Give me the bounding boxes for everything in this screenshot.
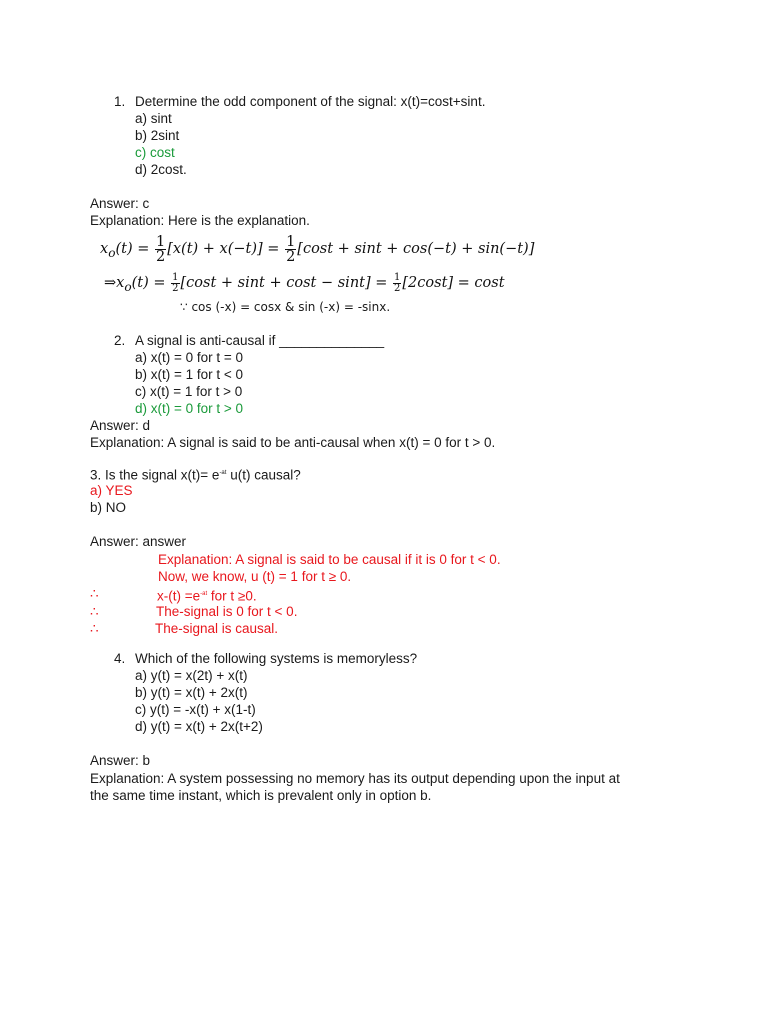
q3-explanation-line-2: Now, we know, u (t) = 1 for t ≥ 0. [158,569,352,584]
q4-option-a: a) y(t) = x(2t) + x(t) [135,668,248,683]
q3-option-a: a) YES [90,483,133,498]
q1-equation-1 [100,232,534,270]
eq1-frac-2: $\frac{1}{2}$ [286,233,296,265]
q4-question: Which of the following systems is memoryless? [135,651,418,666]
q3-answer: Answer: answer [90,534,187,549]
q4-explanation-line-2: the same time instant, which is prevalent only in option b. [90,788,432,803]
q4-option-d: d) y(t) = x(t) + 2x(t+2) [135,719,263,734]
eq1-t: (t) = [115,241,150,257]
q1-answer: Answer: c [90,196,150,211]
therefore-symbol-2: ∴ [90,604,99,619]
q4-number: 4. [114,651,126,666]
q4-option-c: c) y(t) = -x(t) + x(1-t) [135,702,256,717]
therefore-symbol-1: ∴ [90,586,99,601]
q3-step-1 [157,586,257,605]
q3-question-pre: 3. Is the signal x(t)= e [90,467,220,483]
eq2-frac-1: $\frac{1}{2}$ [172,271,179,294]
q3-explanation-line-1: Explanation: A signal is said to be causal if it is 0 for t < 0. [158,552,501,567]
eq2-pre: ⇒x [104,275,125,291]
q3-step-1-exponent: -at [200,591,208,597]
eq1-sub: o [108,245,116,260]
q1-identity-note: ∵ cos (-x) = cosx & sin (-x) = -sinx. [180,300,391,314]
q2-question: A signal is anti-causal if ______________ [135,333,385,348]
q1-explanation: Explanation: Here is the explanation. [90,213,310,228]
eq2-t: (t) = [131,275,166,291]
q2-option-c: c) x(t) = 1 for t > 0 [135,384,243,399]
q4-answer: Answer: b [90,753,151,768]
q3-step-3: The-signal is causal. [155,621,279,636]
q1-option-d: d) 2cost. [135,162,187,177]
eq1-part: [x(t) + x(−t)] = [167,241,280,257]
eq2-rhs: [2cost] = cost [402,275,505,291]
q2-option-a: a) x(t) = 0 for t = 0 [135,350,244,365]
q1-option-c-correct: c) cost [135,145,175,160]
eq2-sub: o [124,279,132,294]
eq1-lhs: x [100,241,109,257]
q1-option-a: a) sint [135,111,172,126]
q3-step-2: The-signal is 0 for t < 0. [156,604,298,619]
q3-question-exponent: -at [219,470,227,476]
q2-option-b: b) x(t) = 1 for t < 0 [135,367,244,382]
q1-option-b: b) 2sint [135,128,180,143]
q3-question-post: u(t) causal? [226,467,301,483]
q2-option-d-correct: d) x(t) = 0 for t > 0 [135,401,244,416]
q2-answer: Answer: d [90,418,151,433]
q1-equation-2 [104,270,505,300]
q3-step-1-pre: x-(t) =e [157,588,201,604]
q4-option-b: b) y(t) = x(t) + 2x(t) [135,685,248,700]
q3-step-1-post: for t ≥0. [207,588,257,604]
q1-question: Determine the odd component of the signal: x(t)=cost+sint. [135,94,486,109]
eq1-frac-1: $\frac{1}{2}$ [155,233,166,265]
q3-question [90,465,301,484]
q2-number: 2. [114,333,126,348]
eq2-frac-2: $\frac{1}{2}$ [394,271,401,294]
q3-option-b: b) NO [90,500,127,515]
eq2-part: [cost + sint + cost − sint] = [180,275,388,291]
q1-number: 1. [114,94,126,109]
therefore-symbol-3: ∴ [90,621,99,636]
q2-explanation: Explanation: A signal is said to be anti-causal when x(t) = 0 for t > 0. [90,435,496,450]
eq1-rhs: [cost + sint + cos(−t) + sin(−t)] [297,241,535,257]
q4-explanation-line-1: Explanation: A system possessing no memory has its output depending upon the input at [90,771,620,786]
